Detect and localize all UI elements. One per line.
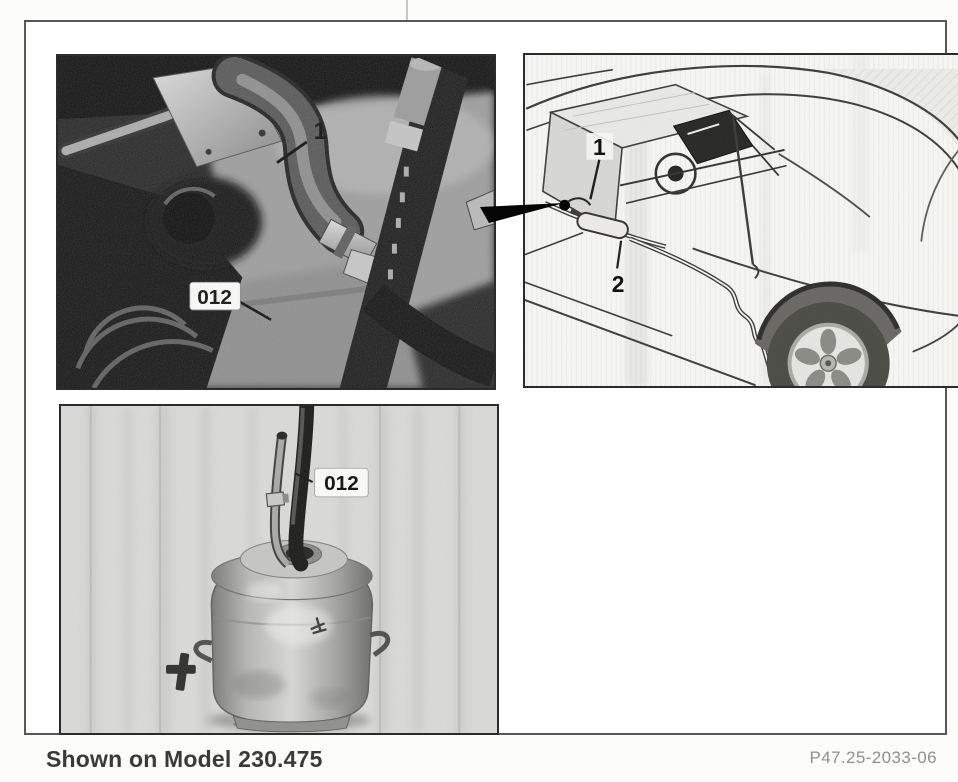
callout-label-supply-unit: 012	[197, 286, 232, 310]
canister-photo-art	[61, 406, 497, 733]
engine-photo-art	[58, 56, 494, 388]
callout-label-hose: 1	[313, 119, 327, 145]
photo-grain	[58, 56, 494, 388]
photo-grain	[61, 406, 497, 733]
figure-number: P47.25-2033-06	[809, 748, 937, 767]
car-drawing-art	[525, 55, 958, 386]
drawing-grain	[525, 55, 958, 386]
panel-canister-photo	[59, 404, 499, 735]
callout-label-unit: 1	[592, 133, 606, 160]
callout-label-supply-unit: 012	[324, 472, 359, 495]
callout-label-fuel-line: 2	[611, 271, 625, 298]
panel-engine-photo	[56, 54, 496, 390]
panel-car-drawing	[523, 53, 958, 388]
scan-artifact-line	[406, 0, 408, 20]
figure-frame	[24, 20, 947, 735]
figure-caption: Shown on Model 230.475	[46, 746, 323, 772]
